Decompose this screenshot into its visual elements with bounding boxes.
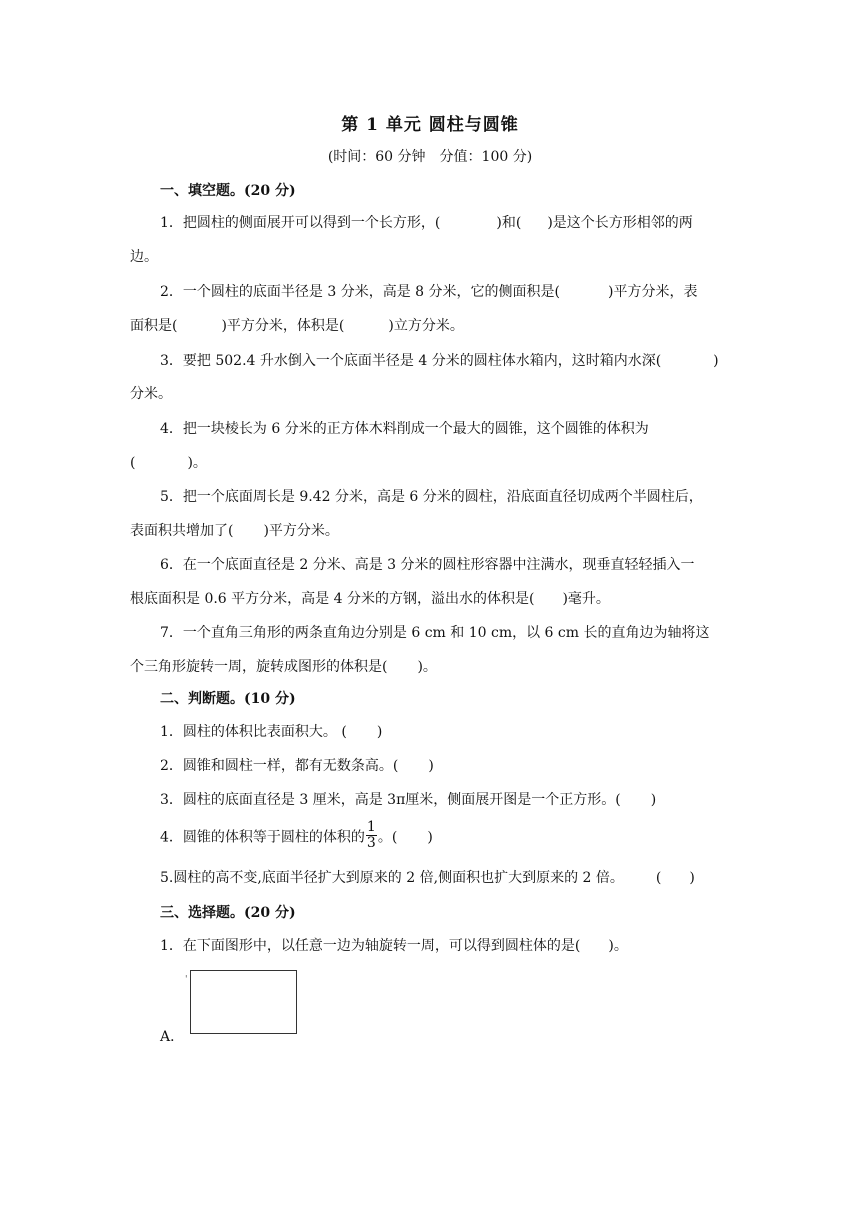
section-heading-fill-blank: 一、填空题。(20 分) <box>160 183 296 199</box>
question-line: 根底面积是 0.6 平方分米，高是 4 分米的方钢，溢出水的体积是( )毫升。 <box>130 591 610 607</box>
page-subtitle: (时间：60 分钟 分值：100 分) <box>327 149 533 165</box>
question-line: 5．把一个底面周长是 9.42 分米，高是 6 分米的圆柱，沿底面直径切成两个半圆柱后， <box>160 489 703 505</box>
question-line: 3．要把 502.4 升水倒入一个底面半径是 4 分米的圆柱体水箱内，这时箱内水深( ) <box>160 353 719 369</box>
question-line: 个三角形旋转一周，旋转成图形的体积是( )。 <box>130 659 437 675</box>
section-heading-true-false: 二、判断题。(10 分) <box>160 691 296 707</box>
question-line: 分米。 <box>130 386 172 402</box>
question-line: 2．一个圆柱的底面半径是 3 分米，高是 8 分米，它的侧面积是( )平方分米，表 <box>160 284 698 300</box>
question-line: 3．圆柱的底面直径是 3 厘米，高是 3π厘米，侧面展开图是一个正方形。( ) <box>160 792 657 808</box>
option-a-label: A． <box>160 1029 185 1045</box>
question-line: 边。 <box>130 249 158 265</box>
question-line: 1．圆柱的体积比表面积大。 ( ) <box>160 724 383 740</box>
question-line: 1．在下面图形中，以任意一边为轴旋转一周，可以得到圆柱体的是( )。 <box>160 938 628 954</box>
question-line: 5.圆柱的高不变,底面半径扩大到原来的 2 倍,侧面积也扩大到原来的 2 倍。 ( ) <box>160 870 695 886</box>
question-line: 6．在一个底面直径是 2 分米、高是 3 分米的圆柱形容器中注满水，现垂直轻轻插入一 <box>160 557 695 573</box>
stray-mark: ' <box>185 975 188 985</box>
section-heading-multiple-choice: 三、选择题。(20 分) <box>160 905 296 921</box>
question-line: 2．圆锥和圆柱一样，都有无数条高。( ) <box>160 758 434 774</box>
question-line: 1．把圆柱的侧面展开可以得到一个长方形，( )和( )是这个长方形相邻的两 <box>160 215 693 231</box>
question-line: 面积是( )平方分米，体积是( )立方分米。 <box>130 318 464 334</box>
question-line: ( )。 <box>130 455 207 471</box>
question-line: 7．一个直角三角形的两条直角边分别是 6 cm 和 10 cm，以 6 cm 长的直角边为轴将这 <box>160 625 710 641</box>
fraction-one-third: $\frac{1}{3}$ <box>366 819 376 851</box>
question-line: 表面积共增加了( )平方分米。 <box>130 523 339 539</box>
page-title: 第 1 单元 圆柱与圆锥 <box>341 115 519 135</box>
question-line: 4．圆锥的体积等于圆柱的体积的 $\frac{1}{3}$ 。( ) <box>160 819 433 851</box>
rectangle-figure <box>190 970 297 1034</box>
question-line: 4．把一块棱长为 6 分米的正方体木料削成一个最大的圆锥，这个圆锥的体积为 <box>160 421 649 437</box>
